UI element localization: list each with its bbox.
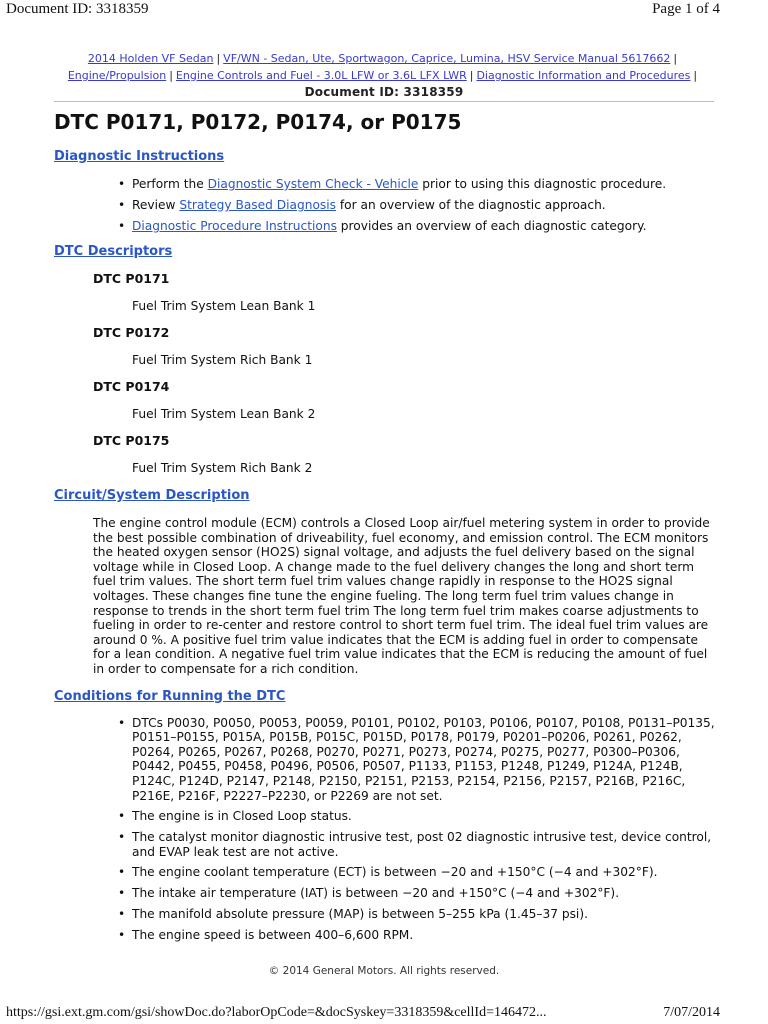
dtc-code: DTC P0175 <box>93 433 170 448</box>
list-item-text: Perform the <box>132 177 208 191</box>
circuit-description-text: The engine control module (ECM) controls a Closed Loop air/fuel metering system in order to provide the best possible combination of driveability, fuel economy, and emission control. The ECM monitors the heated oxygen sensor (HO2S) signal voltage, and adjusts the fuel delivery based on the signal voltage while in Closed Loop. A change made to the fuel delivery changes the long and short term fuel trim values. The short term fuel trim values change rapidly in response to the HO2S signal voltages. These changes fine tune the engine fueling. The long term fuel trim values change in response to trends in the short term fuel trim The long term fuel trim makes coarse adjustments to fueling in order to re-center and restore control to short term fuel trim. The ideal fuel trim values are around 0 %. A positive fuel trim value indicates that the ECM is adding fuel in order to compensate for a lean condition. A negative fuel trim value indicates that the ECM is reducing the amount of fuel in order to compensate for a rich condition. <box>93 516 710 676</box>
breadcrumb-separator: | <box>673 52 678 65</box>
list-item: • The intake air temperature (IAT) is between −20 and +150°C (−4 and +302°F). <box>116 886 716 901</box>
conditions-list <box>116 716 716 944</box>
list-item <box>116 177 716 192</box>
breadcrumb-link-engine-controls[interactable]: Engine Controls and Fuel - 3.0L LFW or 3.6L LFX LWR <box>175 69 467 82</box>
list-item: • The manifold absolute pressure (MAP) is between 5–255 kPa (1.45–37 psi). <box>116 907 716 922</box>
list-item: • The catalyst monitor diagnostic intrusive test, post 02 diagnostic intrusive test, device control, and EVAP leak test are not active. <box>116 830 716 859</box>
dtc-description: Fuel Trim System Lean Bank 1 <box>132 299 316 313</box>
list-item <box>116 219 716 234</box>
dtc-code: DTC P0172 <box>93 325 170 340</box>
breadcrumb-link-diagnostic-info[interactable]: Diagnostic Information and Procedures <box>476 69 691 82</box>
section-heading-conditions[interactable]: Conditions for Running the DTC <box>54 688 286 704</box>
print-document-id: Document ID: 3318359 <box>6 1 149 17</box>
dtc-description: Fuel Trim System Rich Bank 1 <box>132 353 313 367</box>
copyright-notice: © 2014 General Motors. All rights reserved. <box>268 965 500 977</box>
section-heading-dtc-descriptors[interactable]: DTC Descriptors <box>54 244 173 259</box>
breadcrumb-separator: | <box>693 69 698 82</box>
section-heading-circuit-description[interactable]: Circuit/System Description <box>54 488 250 503</box>
section-heading-diagnostic-instructions[interactable]: Diagnostic Instructions <box>54 149 225 164</box>
breadcrumb-separator: | <box>216 52 221 65</box>
breadcrumb-link-vehicle[interactable]: 2014 Holden VF Sedan <box>87 52 214 65</box>
link-strategy-based-diagnosis[interactable]: Strategy Based Diagnosis <box>179 198 336 212</box>
print-url: https://gsi.ext.gm.com/gsi/showDoc.do?laborOpCode=&docSyskey=3318359&cellId=146472... <box>6 1005 547 1020</box>
list-item-text: for an overview of the diagnostic approach. <box>335 198 606 212</box>
list-item <box>116 198 716 213</box>
list-item: • The engine is in Closed Loop status. <box>116 809 716 824</box>
list-item-text: prior to using this diagnostic procedure. <box>418 177 667 191</box>
list-item: • The engine coolant temperature (ECT) is between −20 and +150°C (−4 and +302°F). <box>116 865 716 880</box>
breadcrumb-link-engine-propulsion[interactable]: Engine/Propulsion <box>67 69 167 82</box>
page-title: DTC P0171, P0172, P0174, or P0175 <box>54 110 462 134</box>
link-diagnostic-procedure-instructions[interactable]: Diagnostic Procedure Instructions <box>132 219 337 233</box>
print-date: 7/07/2014 <box>663 1005 720 1020</box>
dtc-description: Fuel Trim System Rich Bank 2 <box>132 461 313 475</box>
document-body <box>54 110 716 949</box>
dtc-code: DTC P0171 <box>93 271 170 286</box>
breadcrumb-separator: | <box>169 69 173 82</box>
print-page-number: Page 1 of 4 <box>652 1 720 17</box>
dtc-description: Fuel Trim System Lean Bank 2 <box>132 407 316 421</box>
list-item-text: provides an overview of each diagnostic category. <box>336 219 647 233</box>
breadcrumb-link-service-manual[interactable]: VF/WN - Sedan, Ute, Sportwagon, Caprice, Lumina, HSV Service Manual 5617662 <box>223 52 671 65</box>
print-header <box>0 0 768 22</box>
breadcrumb <box>54 50 714 101</box>
header-divider <box>54 101 714 102</box>
list-item: • The engine speed is between 400–6,600 RPM. <box>116 928 716 943</box>
list-item: • DTCs P0030, P0050, P0053, P0059, P0101, P0102, P0103, P0106, P0107, P0108, P0131–P0135, P0151–P0155, P015A, P015B, P015C, P015D, P0178, P0179, P0201–P0206, P0261, P0262, P0264, P0265, P0267, P0268, P0270, P0271, P0273, P0274, P0275, P0277, P0300–P0306, P0442, P0455, P0458, P0496, P0506, P0507, P1133, P1153, P1248, P1249, P124A, P124B, P124C, P124D, P2147, P2148, P2150, P2151, P2153, P2154, P2156, P2157, P216B, P216C, P216E, P216F, P2227–P2230, or P2269 are not set. <box>116 716 716 804</box>
print-footer <box>0 1004 768 1024</box>
breadcrumb-document-id: Document ID: 3318359 <box>304 85 464 99</box>
diagnostic-instructions-list <box>116 177 716 234</box>
breadcrumb-separator: | <box>469 69 474 82</box>
link-diagnostic-system-check[interactable]: Diagnostic System Check - Vehicle <box>207 177 419 191</box>
list-item-text: Review <box>132 198 180 212</box>
dtc-code: DTC P0174 <box>93 379 170 394</box>
